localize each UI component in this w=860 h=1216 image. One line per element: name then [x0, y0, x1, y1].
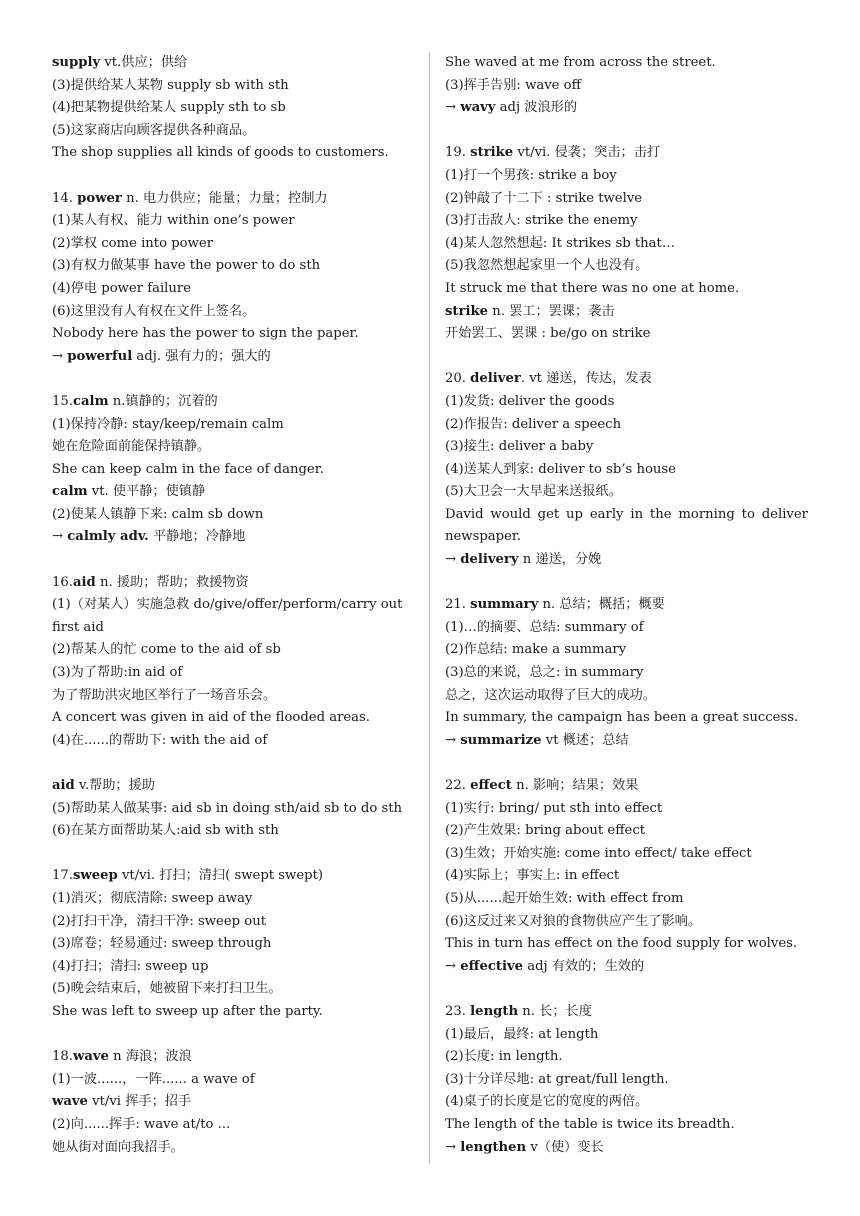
text-line [445, 865, 808, 888]
line-text: (4)送某人到家: deliver to sb’s house [445, 461, 676, 477]
text-line [52, 798, 415, 821]
line-text: David would get up early in the morning to deliver [445, 506, 808, 522]
headword: effective [460, 958, 524, 974]
text-line [52, 617, 415, 640]
line-text: (6)在某方面帮助某人:aid sb with sth [52, 823, 279, 839]
text-line [52, 210, 415, 233]
text-line [52, 323, 415, 346]
headword: wave [52, 1094, 88, 1110]
line-text: A concert was given in aid of the flooded areas. [52, 710, 370, 726]
line-text: (3)挥手告别: wave off [445, 77, 581, 93]
blank-line [52, 1024, 415, 1047]
line-text: She was left to sweep up after the party. [52, 1003, 323, 1019]
headword: aid [72, 574, 96, 590]
headword: effect [470, 778, 512, 793]
line-text: (2)掌权 come into power [52, 235, 213, 251]
left-column [52, 52, 415, 1159]
line-text: n.镇静的；沉着的 [108, 393, 218, 409]
text-line [52, 1069, 415, 1092]
entry-heading [445, 956, 808, 979]
line-text: n. 援助；帮助；救援物资 [95, 574, 249, 590]
entry-heading [52, 52, 415, 75]
line-text: 她在危险面前能保持镇静。 [52, 439, 211, 455]
text-line [445, 75, 808, 98]
entry-heading [52, 346, 415, 369]
entry-prefix: 22. [445, 778, 471, 793]
text-line [52, 730, 415, 753]
text-line [445, 526, 808, 549]
headword: calm [52, 484, 88, 500]
column-divider [429, 52, 430, 1164]
line-text: . vt 递送，传达，发表 [520, 371, 652, 387]
headword: strike [470, 145, 514, 161]
entry-prefix: 20. [445, 371, 471, 387]
line-text: (6)这反过来又对狼的食物供应产生了影响。 [445, 913, 702, 929]
text-line [445, 504, 808, 527]
line-text: (1)消灭；彻底清除: sweep away [52, 890, 253, 906]
blank-line [445, 752, 808, 775]
line-text: (2)长度: in length. [445, 1049, 563, 1065]
line-text: (3)生效；开始实施: come into effect/ take effect [445, 845, 752, 861]
headword: aid [52, 778, 75, 793]
entry-heading [52, 775, 415, 798]
headword: powerful [67, 348, 133, 364]
text-line [52, 639, 415, 662]
line-text: She waved at me from across the street. [445, 55, 716, 70]
entry-heading [445, 594, 808, 617]
entry-heading [52, 572, 415, 595]
entry-prefix: 14. [52, 190, 78, 206]
text-line [445, 1091, 808, 1114]
text-line [52, 75, 415, 98]
line-text: 平静地；冷静地 [148, 529, 246, 545]
text-line [445, 278, 808, 301]
line-text: (1)发货: deliver the goods [445, 393, 615, 409]
headword: summary [470, 597, 539, 613]
line-text: adj. 强有力的；强大的 [132, 348, 271, 364]
line-text: (5)我忽然想起家里一个人也没有。 [445, 258, 649, 274]
line-text: n 海浪；波浪 [108, 1049, 192, 1065]
text-line [445, 617, 808, 640]
line-text: (3)为了帮助:in aid of [52, 665, 183, 681]
headword: power [77, 190, 122, 206]
headword: strike [445, 303, 489, 319]
line-text: (1)最后，最终: at length [445, 1026, 599, 1042]
entry-prefix: → [445, 1139, 461, 1155]
blank-line [52, 368, 415, 391]
line-text: (2)作总结: make a summary [445, 642, 627, 658]
line-text: vt/vi. 打扫；清扫( swept swept) [117, 868, 324, 884]
entry-heading [52, 1091, 415, 1114]
text-line [445, 707, 808, 730]
line-text: first aid [52, 619, 104, 635]
text-line [445, 1046, 808, 1069]
line-text: (1)一波......，一阵...... a wave of [52, 1071, 255, 1087]
blank-line [52, 843, 415, 866]
entry-prefix: → [52, 348, 68, 364]
text-line [445, 188, 808, 211]
entry-prefix: → [445, 958, 461, 974]
line-text: n. 电力供应；能量；力量；控制力 [121, 190, 328, 206]
text-line [445, 1024, 808, 1047]
line-text: (1)某人有权、能力 within one’s power [52, 213, 295, 229]
line-text: vt/vi. 侵袭；突击；击打 [513, 145, 661, 161]
text-line [445, 933, 808, 956]
line-text: (3)提供给某人某物 supply sb with sth [52, 77, 289, 93]
line-text: (4)某人忽然想起: It strikes sb that… [445, 235, 676, 251]
line-text: n. 总结；概括；概要 [538, 597, 665, 613]
entry-heading [445, 549, 808, 572]
entry-prefix: 21. [445, 597, 471, 613]
text-line [445, 798, 808, 821]
headword: delivery [460, 552, 519, 568]
line-text: (3)总的来说，总之: in summary [445, 665, 644, 681]
entry-prefix: 16. [52, 574, 73, 590]
text-line [52, 1001, 415, 1024]
line-text: vt/vi 挥手；招手 [87, 1094, 192, 1110]
text-line [52, 978, 415, 1001]
text-line [445, 662, 808, 685]
headword: supply [52, 55, 101, 70]
line-text: newspaper. [445, 529, 521, 545]
entry-heading [52, 1046, 415, 1069]
text-line [52, 97, 415, 120]
text-line [52, 278, 415, 301]
line-text: vt. 使平静；使镇静 [87, 484, 206, 500]
headword: wave [72, 1049, 109, 1065]
text-line [445, 911, 808, 934]
text-line [52, 685, 415, 708]
line-text: (1)保持冷静: stay/keep/remain calm [52, 416, 284, 432]
text-line [52, 142, 415, 165]
blank-line [445, 120, 808, 143]
text-line [52, 594, 415, 617]
headword: sweep [72, 868, 118, 884]
line-text: (4)把某物提供给某人 supply sth to sb [52, 100, 286, 116]
line-text: (3)有权力做某事 have the power to do sth [52, 258, 321, 274]
line-text: (4)实际上；事实上: in effect [445, 868, 620, 884]
entry-prefix: → [445, 100, 461, 116]
entry-prefix: → [52, 529, 68, 545]
text-line [52, 459, 415, 482]
headword: lengthen [460, 1139, 527, 1155]
line-text: 为了帮助洪灾地区举行了一场音乐会。 [52, 687, 277, 703]
line-text: (2)钟敲了十二下 : strike twelve [445, 190, 643, 206]
line-text: (2)帮某人的忙 come to the aid of sb [52, 642, 281, 658]
headword: deliver [470, 371, 521, 387]
text-line [445, 165, 808, 188]
text-line [52, 255, 415, 278]
line-text: n 递送，分娩 [518, 552, 602, 568]
text-line [445, 255, 808, 278]
text-line [52, 911, 415, 934]
headword: calm [72, 393, 109, 409]
line-text: (5)大卫会一大早起来送报纸。 [445, 484, 622, 500]
line-text: vt.供应；供给 [100, 55, 188, 70]
entry-heading [445, 97, 808, 120]
text-line [52, 120, 415, 143]
entry-heading [52, 391, 415, 414]
text-line [445, 436, 808, 459]
headword: calmly adv. [67, 529, 149, 545]
entry-heading [445, 730, 808, 753]
line-text: adj 有效的；生效的 [523, 958, 645, 974]
text-line [445, 323, 808, 346]
text-line [52, 820, 415, 843]
line-text: 开始罢工、罢课 : be/go on strike [445, 326, 651, 342]
line-text: n. 罢工；罢课；袭击 [488, 303, 615, 319]
right-column [445, 52, 808, 1159]
line-text: (5)从......起开始生效: with effect from [445, 890, 684, 906]
text-line [52, 933, 415, 956]
line-text: (2)作报告: deliver a speech [445, 416, 622, 432]
text-line [445, 843, 808, 866]
line-text: (2)产生效果: bring about effect [445, 823, 646, 839]
entry-prefix: 19. [445, 145, 471, 161]
headword: summarize [460, 732, 542, 748]
line-text: (6)这里没有人有权在文件上签名。 [52, 303, 256, 319]
line-text: (2)使某人镇静下来: calm sb down [52, 506, 264, 522]
text-line [52, 301, 415, 324]
text-line [52, 662, 415, 685]
blank-line [445, 978, 808, 1001]
line-text: The length of the table is twice its breadth. [445, 1116, 735, 1132]
entry-prefix: → [445, 552, 461, 568]
line-text: adj 波浪形的 [495, 100, 578, 116]
line-text: (5)这家商店向顾客提供各种商品。 [52, 122, 256, 138]
entry-prefix: 23. [445, 1003, 471, 1019]
line-text: v.帮助；援助 [74, 778, 155, 793]
entry-heading [445, 142, 808, 165]
line-text: She can keep calm in the face of danger. [52, 461, 324, 477]
text-line [445, 481, 808, 504]
line-text: (1)（对某人）实施急救 do/give/offer/perform/carry out [52, 597, 403, 613]
blank-line [445, 572, 808, 595]
entry-prefix: → [445, 732, 461, 748]
line-text: (2)向......挥手: wave at/to ... [52, 1116, 231, 1132]
entry-prefix: 15. [52, 393, 73, 409]
line-text: 她从街对面向我招手。 [52, 1139, 184, 1155]
entry-heading [445, 1001, 808, 1024]
line-text: (1)…的摘要、总结: summary of [445, 619, 644, 635]
line-text: (1)实行: bring/ put sth into effect [445, 800, 663, 816]
text-line [445, 459, 808, 482]
blank-line [52, 752, 415, 775]
entry-heading [445, 1137, 808, 1160]
line-text: In summary, the campaign has been a great success. [445, 710, 799, 726]
headword: length [470, 1003, 519, 1019]
text-line [52, 888, 415, 911]
text-line [445, 210, 808, 233]
entry-prefix: 17. [52, 868, 73, 884]
line-text: (4)在......的帮助下: with the aid of [52, 732, 268, 748]
line-text: v（使）变长 [526, 1139, 604, 1155]
entry-heading [445, 301, 808, 324]
entry-prefix: 18. [52, 1049, 73, 1065]
line-text: (2)打扫干净，清扫干净: sweep out [52, 913, 267, 929]
text-line [445, 233, 808, 256]
line-text: Nobody here has the power to sign the paper. [52, 326, 359, 342]
line-text: (3)席卷；轻易通过: sweep through [52, 936, 272, 952]
text-line [52, 707, 415, 730]
line-text: vt 概述；总结 [541, 732, 629, 748]
line-text: The shop supplies all kinds of goods to customers. [52, 145, 389, 161]
line-text: This in turn has effect on the food supply for wolves. [445, 936, 798, 952]
line-text: (3)打击敌人: strike the enemy [445, 213, 638, 229]
line-text: (3)接生: deliver a baby [445, 439, 594, 455]
entry-heading [52, 481, 415, 504]
text-line [445, 1069, 808, 1092]
line-text: (4)打扫；清扫: sweep up [52, 958, 209, 974]
headword: wavy [460, 100, 496, 116]
text-line [445, 820, 808, 843]
text-line [52, 414, 415, 437]
blank-line [52, 549, 415, 572]
text-line [52, 233, 415, 256]
line-text: (4)桌子的长度是它的宽度的两倍。 [445, 1094, 649, 1110]
text-line [52, 504, 415, 527]
line-text: n. 长；长度 [518, 1003, 592, 1019]
text-line [445, 1114, 808, 1137]
line-text: 总之，这次运动取得了巨大的成功。 [445, 687, 656, 703]
blank-line [52, 165, 415, 188]
text-line [445, 391, 808, 414]
line-text: (5)晚会结束后，她被留下来打扫卫生。 [52, 981, 282, 997]
blank-line [445, 346, 808, 369]
text-line [445, 639, 808, 662]
entry-heading [445, 775, 808, 798]
entry-heading [52, 865, 415, 888]
text-line [52, 1137, 415, 1160]
text-line [445, 52, 808, 75]
text-line [445, 685, 808, 708]
text-line [52, 436, 415, 459]
text-line [52, 1114, 415, 1137]
text-line [52, 956, 415, 979]
line-text: (3)十分详尽地: at great/full length. [445, 1071, 669, 1087]
entry-heading [52, 526, 415, 549]
entry-heading [445, 368, 808, 391]
line-text: n. 影响；结果；效果 [511, 778, 639, 793]
line-text: (1)打一个男孩: strike a boy [445, 167, 617, 183]
text-line [445, 888, 808, 911]
text-line [445, 414, 808, 437]
line-text: (4)停电 power failure [52, 280, 191, 296]
line-text: It struck me that there was no one at home. [445, 280, 740, 296]
entry-heading [52, 188, 415, 211]
line-text: (5)帮助某人做某事: aid sb in doing sth/aid sb to do sth [52, 800, 403, 816]
